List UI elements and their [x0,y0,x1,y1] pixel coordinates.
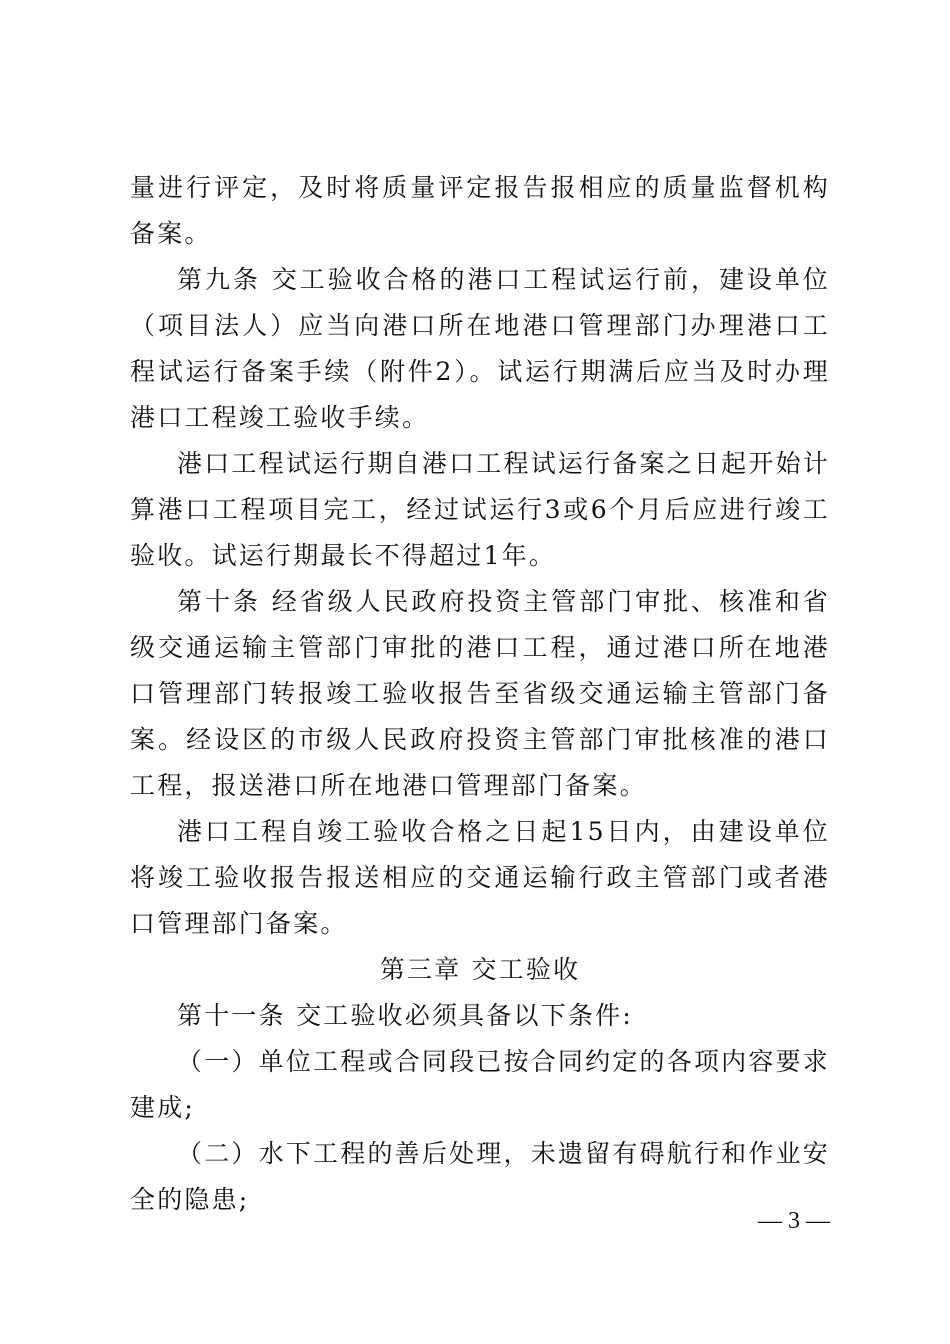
paragraph-completion-filing: 港口工程自竣工验收合格之日起15日内，由建设单位将竣工验收报告报送相应的交通运输行政主管部门或者港口管理部门备案。 [130,817,830,938]
paragraph-condition-2: （二）水下工程的善后处理，未遗留有碍航行和作业安全的隐患; [130,1139,830,1214]
paragraph-article-10: 第十条 经省级人民政府投资主管部门审批、核准和省级交通运输主管部门审批的港口工程，通过港口所在地港口管理部门转报竣工验收报告至省级交通运输主管部门备案。经设区的市级人民政府投资主管部门审批核准的港口工程，报送港口所在地港口管理部门备案。 [130,587,830,800]
page-number: — 3 — [758,1208,830,1234]
paragraph-quality-evaluation: 量进行评定，及时将质量评定报告报相应的质量监督机构备案。 [130,173,830,248]
document-body [130,165,830,1223]
paragraph-trial-operation-period: 港口工程试运行期自港口工程试运行备案之日起开始计算港口工程项目完工，经过试运行3或6个月后应进行竣工验收。试运行期最长不得超过1年。 [130,449,830,570]
paragraph-article-11: 第十一条 交工验收必须具备以下条件: [177,1001,633,1030]
paragraph-article-9: 第九条 交工验收合格的港口工程试运行前，建设单位（项目法人）应当向港口所在地港口管理部门办理港口工程试运行备案手续（附件2）。试运行期满后应当及时办理港口工程竣工验收手续。 [130,265,830,432]
paragraph-condition-1: （一）单位工程或合同段已按合同约定的各项内容要求建成; [130,1047,830,1122]
chapter-title: 第三章 交工验收 [379,955,581,984]
